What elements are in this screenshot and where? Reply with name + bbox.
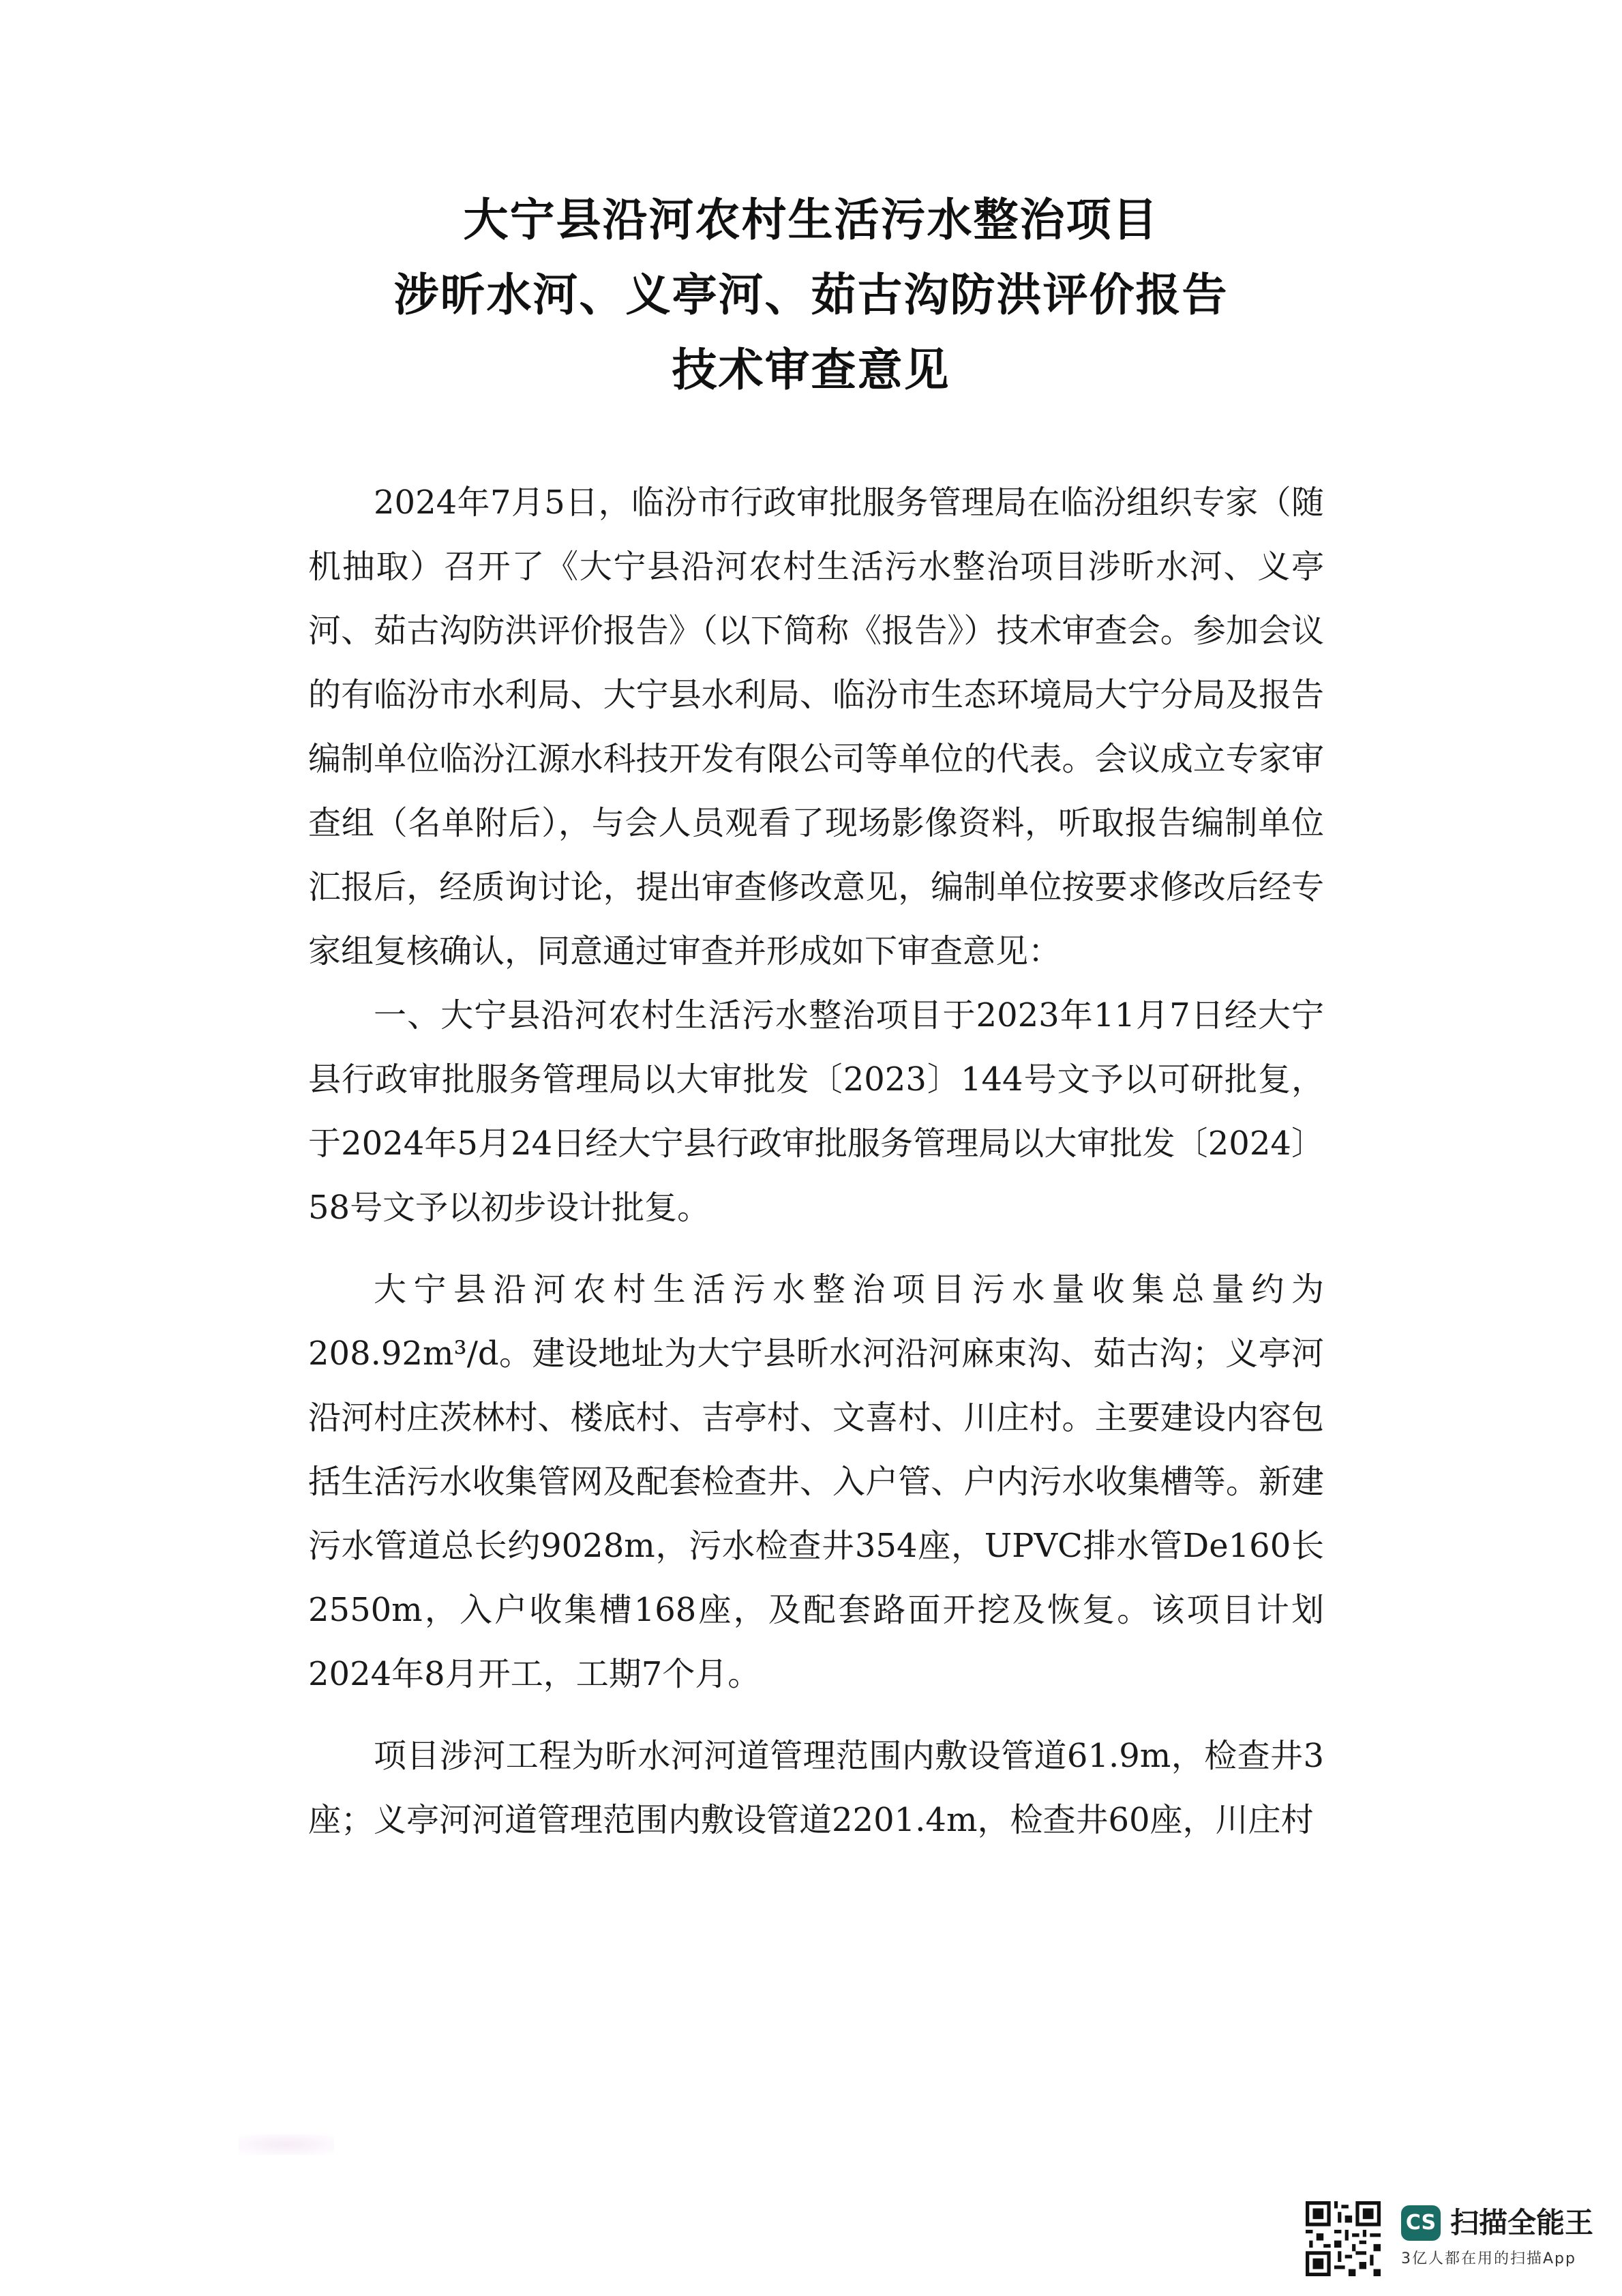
paragraph-project-scope: 大宁县沿河农村生活污水整治项目污水量收集总量约为208.92m³/d。建设地址为大宁县昕水河沿河麻束沟、茹古沟；义亭河沿河村庄茨林村、楼底村、吉亭村、文喜村、川庄村。主要建设内容包括生活污水收集管网及配套检查井、入户管、户内污水收集槽等。新建污水管道总长约9028m，污水检查井354座，UPVC排水管De160长2550m，入户收集槽168座，及配套路面开挖及恢复。该项目计划2024年8月开工，工期7个月。 xyxy=(308,1270,1324,1693)
qr-code-icon xyxy=(1306,2201,1381,2276)
scanner-watermark xyxy=(1306,2201,1599,2276)
paragraph-meeting-intro: 2024年7月5日，临汾市行政审批服务管理局在临汾组织专家（随机抽取）召开了《大宁县沿河农村生活污水整治项目涉昕水河、义亭河、茹古沟防洪评价报告》（以下简称《报告》）技术审查会。参加会议的有临汾市水利局、大宁县水利局、临汾市生态环境局大宁分局及报告编制单位临汾江源水科技开发有限公司等单位的代表。会议成立专家审查组（名单附后），与会人员观看了现场影像资料，听取报告编制单位汇报后，经质询讨论，提出审查修改意见，编制单位按要求修改后经专家组复核确认，同意通过审查并形成如下审查意见： xyxy=(308,483,1324,970)
paragraph-approval: 一、大宁县沿河农村生活污水整治项目于2023年11月7日经大宁县行政审批服务管理局以大审批发〔2023〕144号文予以可研批复，于2024年5月24日经大宁县行政审批服务管理局以大审批发〔2024〕58号文予以初步设计批复。 xyxy=(308,996,1324,1227)
scanner-brand-name: 扫描全能王 xyxy=(1450,2206,1594,2239)
paragraph-river-works: 项目涉河工程为昕水河河道管理范围内敷设管道61.9m，检查井3座；义亭河河道管理范围内敷设管道2201.4m，检查井60座，川庄村 xyxy=(308,1737,1324,1839)
title-line-1: 大宁县沿河农村生活污水整治项目 xyxy=(463,194,1159,246)
title-line-3: 技术审查意见 xyxy=(672,344,950,396)
scanner-badge: CS xyxy=(1401,2205,1441,2241)
document-body xyxy=(308,471,1324,1852)
document-title xyxy=(0,183,1622,408)
scan-smudge xyxy=(239,2134,334,2155)
title-line-2: 涉昕水河、义亭河、茹古沟防洪评价报告 xyxy=(393,269,1229,321)
scanner-tagline: 3亿人都在用的扫描App xyxy=(1401,2250,1576,2267)
